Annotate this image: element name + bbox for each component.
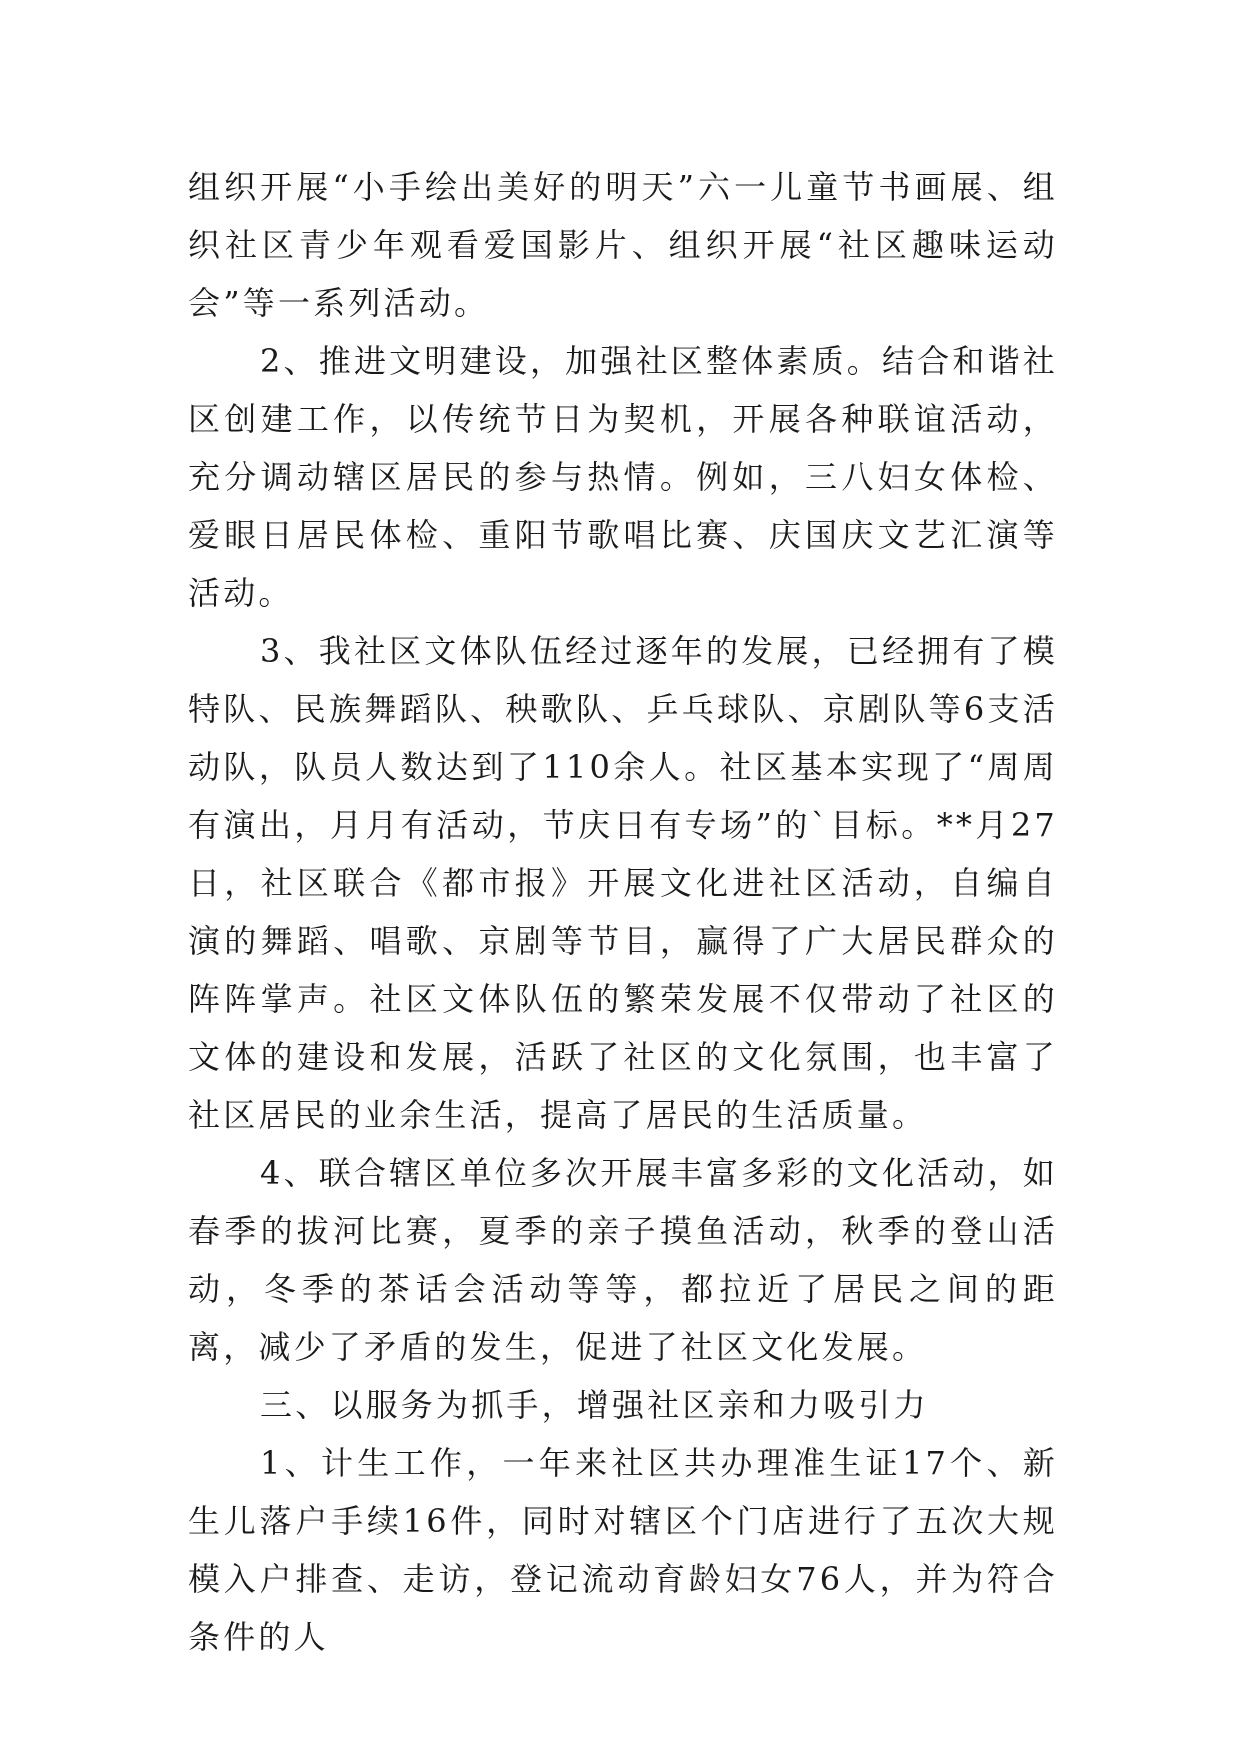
paragraph-civilization: 2、推进文明建设，加强社区整体素质。结合和谐社区创建工作，以传统节日为契机，开展各种联谊活动，充分调动辖区居民的参与热情。例如，三八妇女体检、爱眼日居民体检、重阳节歌唱比赛、庆国庆文艺汇演等活动。 (188, 342, 1058, 612)
section-heading: 三、以服务为抓手，增强社区亲和力吸引力 (260, 1386, 929, 1424)
paragraph-sports-teams: 3、我社区文体队伍经过逐年的发展，已经拥有了模特队、民族舞蹈队、秧歌队、乒乓球队、京剧队等6支活动队，队员人数达到了110余人。社区基本实现了“周周有演出，月月有活动，节庆日有专场”的`目标。**月27日，社区联合《都市报》开展文化进社区活动，自编自演的舞蹈、唱歌、京剧等节目，赢得了广大居民群众的阵阵掌声。社区文体队伍的繁荣发展不仅带动了社区的文体的建设和发展，活跃了社区的文化氛围，也丰富了社区居民的业余生活，提高了居民的生活质量。 (188, 632, 1058, 1134)
paragraph-continuation: 组织开展“小手绘出美好的明天”六一儿童节书画展、组织社区青少年观看爱国影片、组织开展“社区趣味运动会”等一系列活动。 (188, 168, 1058, 322)
paragraph-joint-activities: 4、联合辖区单位多次开展丰富多彩的文化活动，如春季的拔河比赛，夏季的亲子摸鱼活动，秋季的登山活动，冬季的茶话会活动等等，都拉近了居民之间的距离，减少了矛盾的发生，促进了社区文化发展。 (188, 1154, 1058, 1366)
paragraph-family-planning: 1、计生工作，一年来社区共办理准生证17个、新生儿落户手续16件，同时对辖区个门店进行了五次大规模入户排查、走访，登记流动育龄妇女76人，并为符合条件的人 (188, 1444, 1058, 1656)
document-body (188, 158, 1058, 1666)
